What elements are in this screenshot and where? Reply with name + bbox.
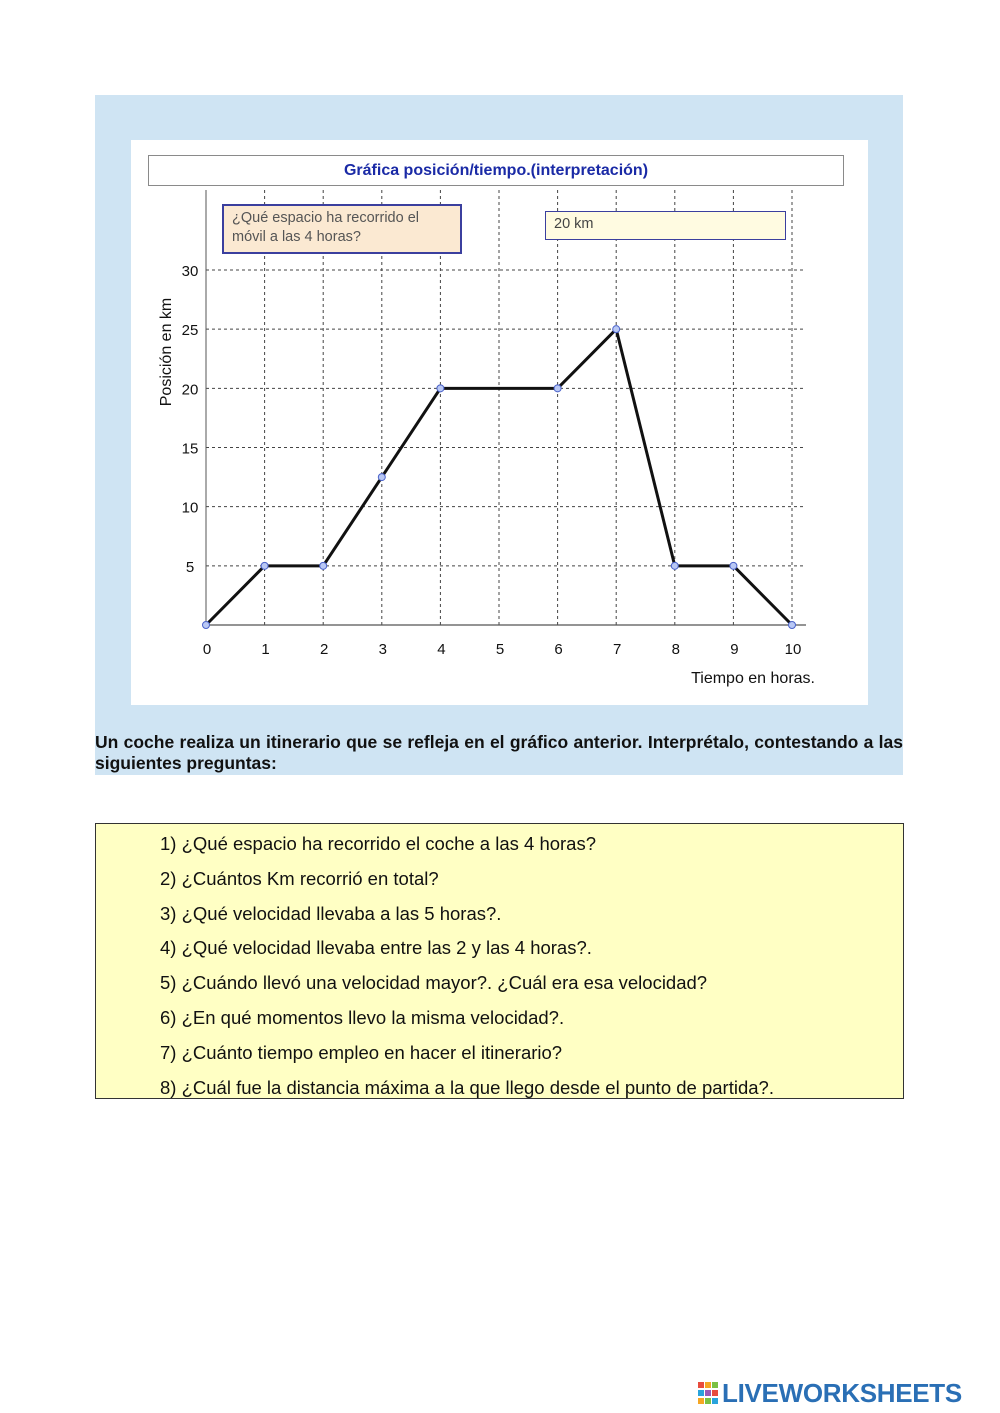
question-item: 5) ¿Cuándo llevó una velocidad mayor?. ¿Cuál era esa velocidad? [160, 972, 708, 994]
data-point [437, 385, 444, 392]
y-tick-label: 5 [185, 558, 195, 576]
data-point [671, 562, 678, 569]
x-tick-label: 3 [378, 641, 387, 658]
x-axis-label: Tiempo en horas. [691, 670, 815, 687]
question-item: 6) ¿En qué momentos llevo la misma velocidad?. [160, 1006, 565, 1028]
data-point [320, 562, 327, 569]
brand-name: LIVEWORKSHEETS [722, 1377, 962, 1408]
question-item: 4) ¿Qué velocidad llevaba entre las 2 y las 4 horas?. [160, 937, 592, 959]
x-tick-label: 9 [730, 641, 739, 658]
chart-answer-input[interactable]: 20 km [545, 211, 786, 240]
x-tick-label: 1 [261, 641, 270, 658]
question-item: 2) ¿Cuántos Km recorrió en total? [160, 867, 439, 889]
y-tick-label: 25 [181, 322, 199, 340]
brand-footer [697, 1376, 962, 1410]
x-tick-label: 0 [202, 641, 212, 658]
question-item: 7) ¿Cuánto tiempo empleo en hacer el itinerario? [160, 1041, 563, 1063]
intro-text: Un coche realiza un itinerario que se refleja en el gráfico anterior. Interprétalo, contestando a las siguientes preguntas: [95, 732, 903, 773]
data-point [378, 474, 385, 481]
y-tick-label: 30 [181, 263, 199, 280]
x-tick-label: 4 [437, 641, 446, 658]
y-tick-label: 10 [181, 499, 199, 517]
question-item: 8) ¿Cuál fue la distancia máxima a la que llego desde el punto de partida?. [160, 1076, 774, 1098]
question-item: 3) ¿Qué velocidad llevaba a las 5 horas?. [160, 902, 502, 924]
chart-question-box: ¿Qué espacio ha recorrido el móvil a las 4 horas? [222, 204, 462, 254]
data-point [261, 562, 268, 569]
liveworksheets-logo-icon [697, 1380, 719, 1406]
x-tick-label: 7 [613, 641, 622, 658]
data-point [730, 562, 737, 569]
x-tick-label: 2 [320, 641, 329, 658]
data-point [554, 385, 561, 392]
x-tick-label: 10 [784, 641, 802, 658]
data-point [203, 622, 210, 629]
x-tick-label: 8 [671, 641, 680, 658]
y-tick-label: 20 [181, 381, 199, 399]
y-axis-label: Posición en km [158, 297, 175, 407]
x-tick-label: 5 [495, 641, 505, 658]
y-tick-label: 15 [181, 440, 199, 458]
data-point [789, 622, 796, 629]
x-tick-label: 6 [554, 641, 563, 658]
data-point [613, 326, 620, 333]
question-item: 1) ¿Qué espacio ha recorrido el coche a las 4 horas? [160, 833, 597, 854]
chart-title: Gráfica posición/tiempo.(interpretación) [148, 155, 844, 186]
questions-box [95, 823, 904, 1099]
